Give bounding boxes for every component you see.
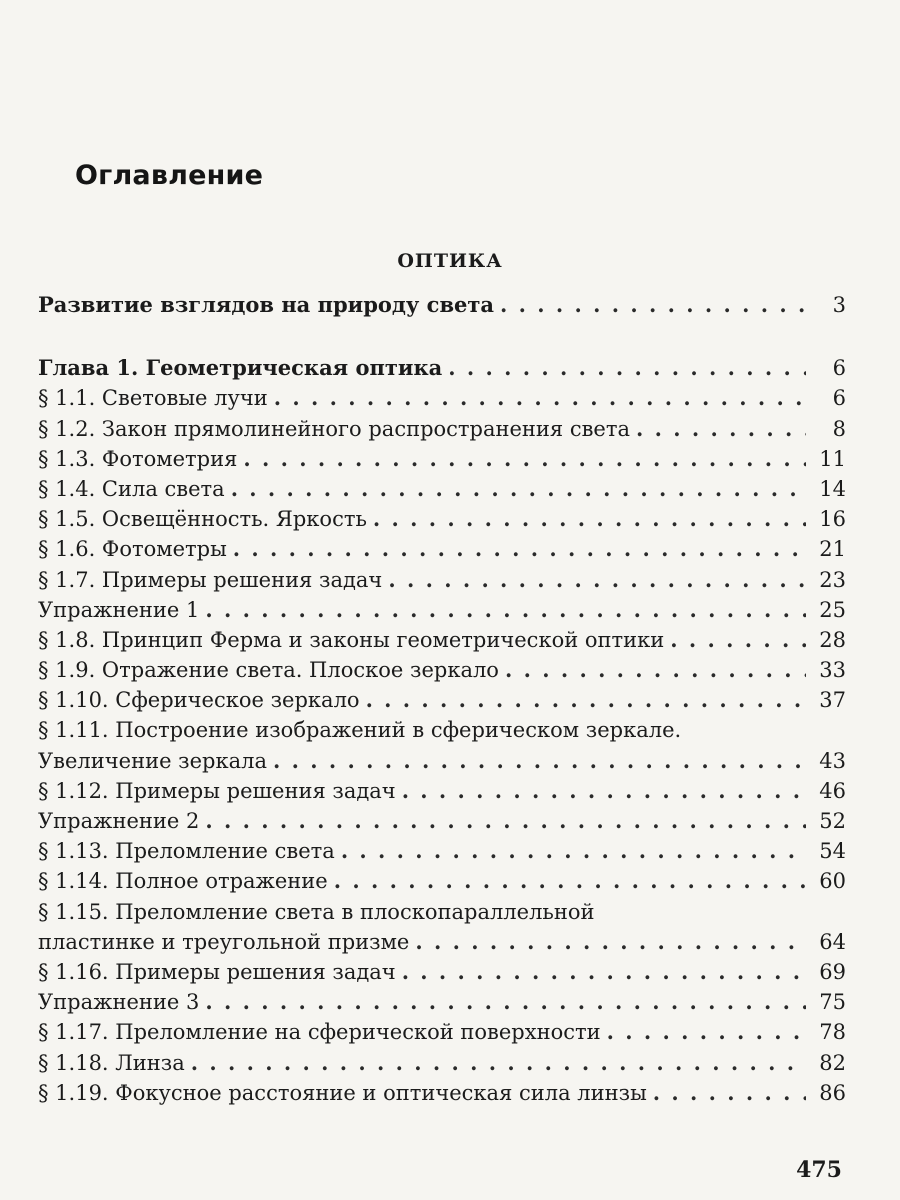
toc-entry-label: § 1.14. Полное отражение (38, 869, 328, 894)
dot-leader (402, 776, 806, 806)
dot-leader (334, 866, 806, 896)
toc-entry (38, 414, 846, 444)
toc-entry-page: 46 (819, 778, 846, 803)
dot-leader (243, 444, 806, 474)
toc-entry-label: § 1.4. Сила света (38, 476, 225, 501)
dot-leader (231, 474, 806, 504)
toc-entry-label: § 1.15. Преломление света в плоскопараллельной (38, 899, 595, 924)
toc-entry (38, 625, 846, 655)
dot-leader (205, 987, 806, 1017)
toc-entry-page: 16 (819, 507, 846, 532)
toc-entry-label: § 1.1. Световые лучи (38, 386, 268, 411)
toc-entry-page: 28 (819, 627, 846, 652)
table-of-contents (38, 290, 846, 1108)
dot-leader (373, 504, 806, 534)
toc-entry-label: § 1.13. Преломление света (38, 839, 335, 864)
toc-entry-page: 75 (819, 990, 846, 1015)
toc-entry (38, 534, 846, 564)
toc-entry-label: § 1.11. Построение изображений в сферическом зеркале. (38, 718, 682, 743)
dot-leader (607, 1017, 806, 1047)
toc-entry-page: 37 (819, 688, 846, 713)
dot-leader (415, 927, 806, 957)
toc-entry-label: Глава 1. Геометрическая оптика (38, 355, 443, 381)
toc-entry-page: 8 (832, 416, 846, 441)
toc-entry-page: 14 (819, 476, 846, 501)
dot-leader (670, 625, 806, 655)
toc-entry-page: 78 (819, 1020, 846, 1045)
toc-entry (38, 353, 846, 383)
dot-leader (341, 836, 806, 866)
dot-leader (205, 595, 806, 625)
toc-entry (38, 957, 846, 987)
toc-entry (38, 927, 846, 957)
toc-entry (38, 746, 846, 776)
toc-entry-label: § 1.17. Преломление на сферической поверхности (38, 1020, 601, 1045)
toc-entry-label: § 1.19. Фокусное расстояние и оптическая сила линзы (38, 1080, 647, 1105)
dot-leader (233, 534, 806, 564)
toc-entry (38, 595, 846, 625)
toc-entry-label: § 1.7. Примеры решения задач (38, 567, 383, 592)
section-gap (38, 320, 846, 353)
toc-entry-label: Увеличение зеркала (38, 748, 268, 773)
dot-leader (273, 746, 806, 776)
toc-entry-page: 43 (819, 748, 846, 773)
dot-leader (448, 353, 806, 383)
toc-entry-page: 69 (819, 959, 846, 984)
toc-entry-label: § 1.12. Примеры решения задач (38, 778, 396, 803)
toc-entry (38, 806, 846, 836)
toc-entry (38, 1017, 846, 1047)
toc-entry-page: 6 (832, 386, 846, 411)
toc-entry (38, 685, 846, 715)
dot-leader (653, 1078, 806, 1108)
toc-entry-page: 25 (819, 597, 846, 622)
toc-entry (38, 383, 846, 413)
toc-entry (38, 565, 846, 595)
dot-leader (500, 290, 806, 320)
toc-entry-label: § 1.8. Принцип Ферма и законы геометрической оптики (38, 627, 665, 652)
toc-entry (38, 1048, 846, 1078)
toc-entry-page: 6 (832, 356, 846, 381)
toc-entry (38, 897, 846, 927)
toc-entry-label: § 1.16. Примеры решения задач (38, 959, 396, 984)
part-title: ОПТИКА (397, 250, 503, 272)
toc-entry-page: 21 (819, 537, 846, 562)
toc-entry (38, 836, 846, 866)
toc-entry (38, 444, 846, 474)
toc-entry (38, 655, 846, 685)
toc-entry-page: 11 (819, 446, 846, 471)
dot-leader (366, 685, 806, 715)
toc-entry (38, 474, 846, 504)
toc-entry-label: § 1.2. Закон прямолинейного распространения света (38, 416, 630, 441)
dot-leader (636, 414, 806, 444)
toc-entry-label: § 1.10. Сферическое зеркало (38, 688, 360, 713)
toc-entry-label: § 1.6. Фотометры (38, 537, 227, 562)
toc-entry-page: 52 (819, 809, 846, 833)
toc-entry-label: § 1.5. Освещённость. Яркость (38, 507, 367, 532)
toc-entry-label: Упражнение 3 (38, 990, 200, 1015)
toc-entry (38, 987, 846, 1017)
toc-entry-label: § 1.3. Фотометрия (38, 446, 238, 471)
dot-leader (388, 565, 806, 595)
toc-entry-page: 23 (819, 567, 846, 592)
toc-entry-page: 3 (832, 293, 846, 317)
page-number: 475 (796, 1157, 842, 1183)
toc-entry-label: Упражнение 2 (38, 809, 200, 833)
toc-entry-page: 54 (819, 839, 846, 864)
toc-entry-label: Упражнение 1 (38, 597, 200, 622)
dot-leader (505, 655, 806, 685)
toc-entry (38, 776, 846, 806)
toc-entry-page: 33 (819, 658, 846, 683)
toc-entry-page: 86 (819, 1080, 846, 1105)
dot-leader (274, 383, 806, 413)
toc-entry-label: § 1.18. Линза (38, 1050, 185, 1075)
toc-entry-page: 60 (819, 869, 846, 894)
dot-leader (205, 806, 806, 836)
toc-entry-label: Развитие взглядов на природу света (38, 292, 495, 317)
dot-leader (191, 1048, 806, 1078)
toc-entry-label: § 1.9. Отражение света. Плоское зеркало (38, 658, 499, 683)
toc-entry-page: 64 (819, 929, 846, 954)
dot-leader (402, 957, 806, 987)
toc-entry (38, 290, 846, 320)
toc-entry (38, 1078, 846, 1108)
page-heading: Оглавление (75, 160, 264, 191)
toc-entry (38, 504, 846, 534)
toc-entry-label: пластинке и треугольной призме (38, 929, 410, 954)
toc-entry (38, 715, 846, 745)
toc-entry-page: 82 (819, 1050, 846, 1075)
toc-entry (38, 866, 846, 896)
